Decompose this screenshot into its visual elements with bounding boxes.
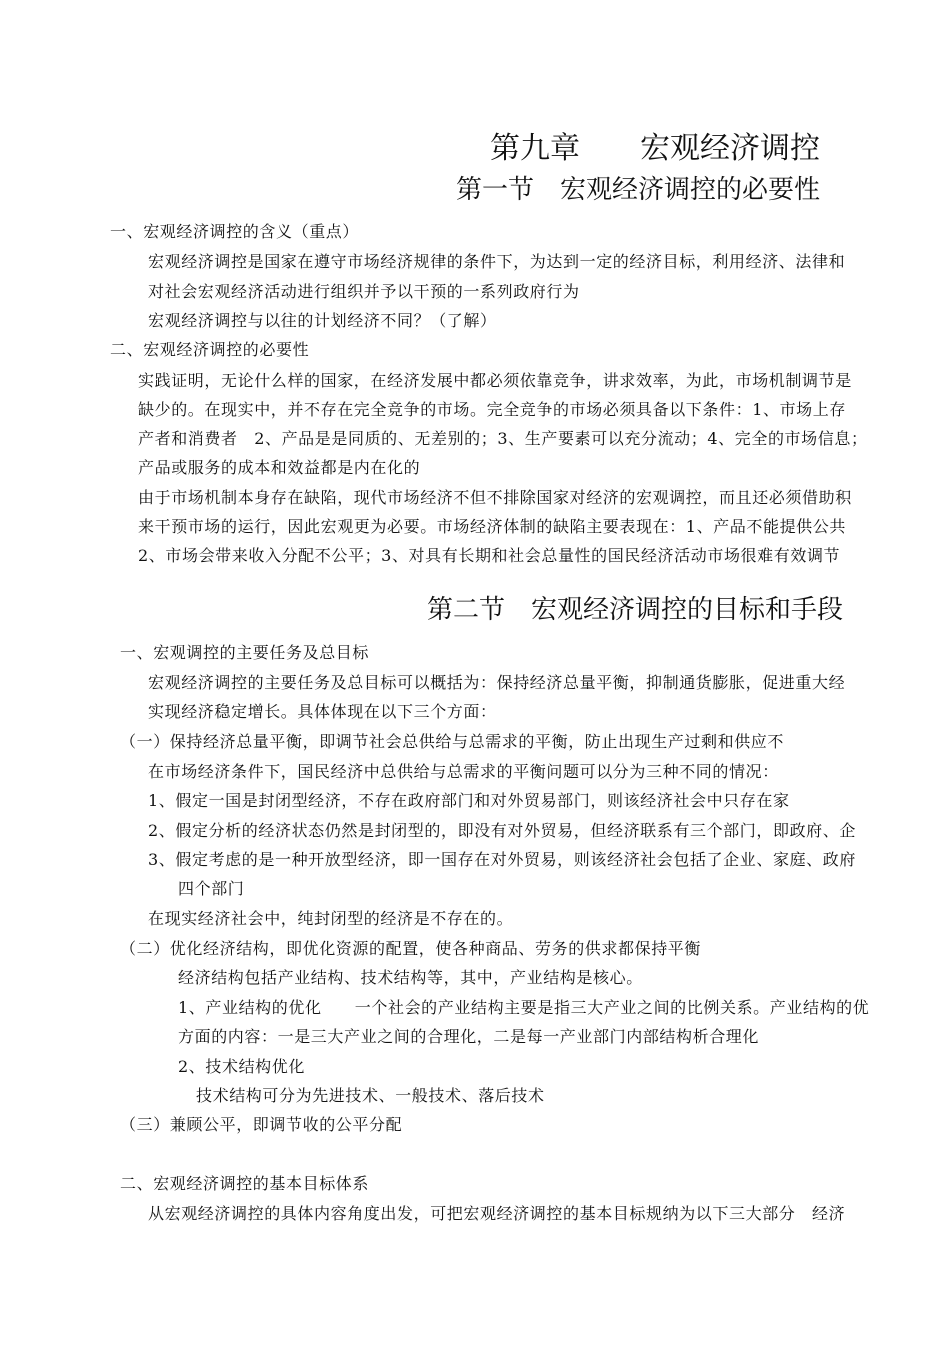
- heading-system: 二、宏观经济调控的基本目标体系: [120, 1174, 370, 1193]
- list-item: 1、假定一国是封闭型经济，不存在政府部门和对外贸易部门，则该经济社会中只存在家: [148, 791, 790, 810]
- section-1-title: 第一节 宏观经济调控的必要性: [456, 175, 821, 205]
- paragraph-line: 宏观经济调控是国家在遵守市场经济规律的条件下，为达到一定的经济目标，利用经济、法律和: [148, 252, 846, 271]
- section-2-title: 第二节 宏观经济调控的目标和手段: [427, 595, 844, 625]
- chapter-title: 第九章 宏观经济调控: [490, 131, 820, 166]
- list-item-continuation: 技术结构可分为先进技术、一般技术、落后技术: [196, 1086, 545, 1105]
- list-item-continuation: 四个部门: [178, 879, 245, 898]
- paragraph-line: 产品或服务的成本和效益都是内在化的: [138, 458, 421, 477]
- paragraph-line: 在市场经济条件下，国民经济中总供给与总需求的平衡问题可以分为三种不同的情况：: [148, 762, 779, 781]
- list-item: 2、技术结构优化: [178, 1057, 305, 1076]
- paragraph-line: 经济结构包括产业结构、技术结构等，其中，产业结构是核心。: [178, 968, 643, 987]
- list-item: 2、假定分析的经济状态仍然是封闭型的，即没有对外贸易，但经济联系有三个部门，即政府、企: [148, 821, 856, 840]
- list-item-continuation: 方面的内容：一是三大产业之间的合理化，二是每一产业部门内部结构析合理化: [178, 1027, 760, 1046]
- paragraph-line: 来干预市场的运行，因此宏观更为必要。市场经济体制的缺陷主要表现在：1、产品不能提供公共: [138, 517, 846, 536]
- paragraph-line: 实践证明，无论什么样的国家，在经济发展中都必须依靠竞争，讲求效率，为此，市场机制调节是: [138, 371, 852, 390]
- list-item: 3、假定考虑的是一种开放型经济，即一国存在对外贸易，则该经济社会包括了企业、家庭、政府: [148, 850, 856, 869]
- paragraph-line: 2、市场会带来收入分配不公平；3、对具有长期和社会总量性的国民经济活动市场很难有效调节: [138, 546, 841, 565]
- paragraph-line: 从宏观经济调控的具体内容角度出发，可把宏观经济调控的基本目标规纳为以下三大部分 经济: [148, 1204, 846, 1223]
- heading-tasks: 一、宏观调控的主要任务及总目标: [120, 643, 370, 662]
- paragraph-line: 实现经济稳定增长。具体体现在以下三个方面：: [148, 702, 497, 721]
- paragraph-line: 缺少的。在现实中，并不存在完全竞争的市场。完全竞争的市场必须具备以下条件：1、市场上存: [138, 400, 846, 419]
- paragraph-line: 在现实经济社会中，纯封闭型的经济是不存在的。: [148, 909, 514, 928]
- list-item: 1、产业结构的优化 一个社会的产业结构主要是指三大产业之间的比例关系。产业结构的优: [178, 998, 870, 1017]
- paragraph-line: 宏观经济调控与以往的计划经济不同？（了解）: [148, 311, 497, 330]
- list-item-heading: （一）保持经济总量平衡，即调节社会总供给与总需求的平衡，防止出现生产过剩和供应不: [120, 732, 785, 751]
- paragraph-line: 产者和消费者 2、产品是是同质的、无差别的；3、生产要素可以充分流动；4、完全的市场信息；: [138, 429, 868, 448]
- heading-necessity: 二、宏观经济调控的必要性: [110, 340, 310, 359]
- paragraph-line: 宏观经济调控的主要任务及总目标可以概括为：保持经济总量平衡，抑制通货膨胀，促进重大经: [148, 673, 846, 692]
- list-item-heading: （二）优化经济结构，即优化资源的配置，使各种商品、劳务的供求都保持平衡: [120, 939, 702, 958]
- paragraph-line: 对社会宏观经济活动进行组织并予以干预的一系列政府行为: [148, 282, 580, 301]
- heading-meaning: 一、宏观经济调控的含义（重点）: [110, 222, 360, 241]
- paragraph-line: 由于市场机制本身存在缺陷，现代市场经济不但不排除国家对经济的宏观调控，而且还必须借助积: [138, 488, 852, 507]
- list-item-heading: （三）兼顾公平，即调节收的公平分配: [120, 1115, 403, 1134]
